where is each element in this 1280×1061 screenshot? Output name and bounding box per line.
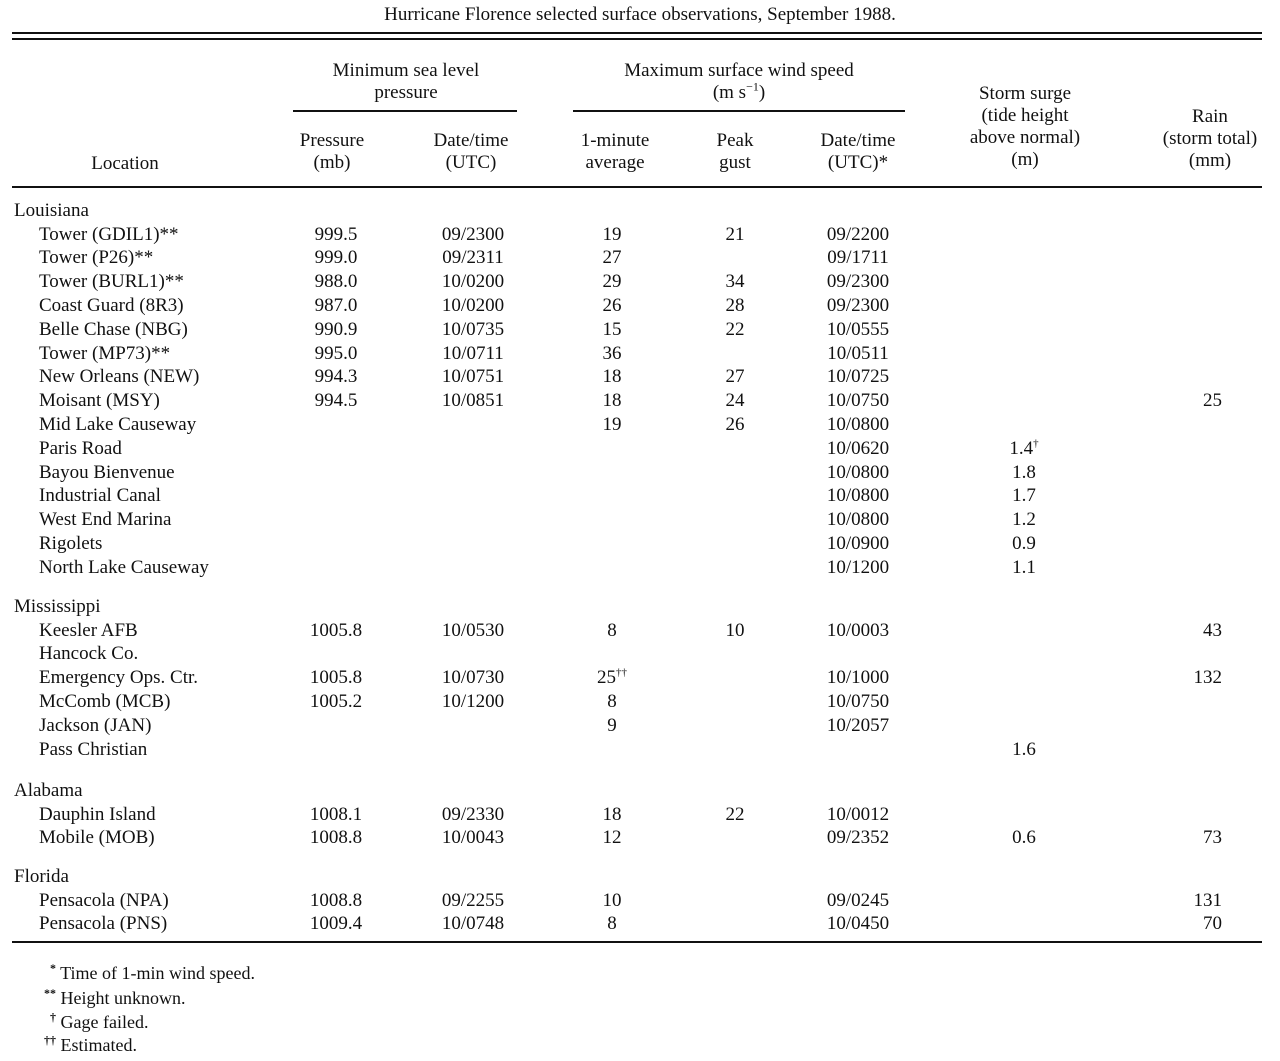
surge-cell [1012,533,1036,555]
pt-cell [442,804,504,826]
surge-cell [1009,438,1038,460]
pt-cell [442,224,504,246]
p-cell [315,319,358,341]
footnote [50,962,255,984]
p-value: 995.0 [314,343,358,364]
p-cell [315,271,358,293]
rain-cell [1194,890,1223,912]
wt-value: 10/0800 [826,485,890,506]
pt-value: 09/2311 [442,247,504,268]
wt-cell [827,438,889,460]
gust-cell [726,224,745,246]
gust-cell [726,295,745,317]
footnote-mark: †† [44,1033,56,1047]
gust-cell [726,620,745,642]
footnote [50,1011,148,1033]
wt-cell [827,343,889,365]
header-rain: Rain (storm total) (mm) [1162,106,1258,171]
wt-value: 09/0245 [826,890,890,911]
p-value: 994.3 [314,366,358,387]
p-cell [310,691,362,713]
table-caption: Hurricane Florence selected surface observations, September 1988. [384,4,896,25]
wt-value: 09/2300 [826,295,890,316]
rain-cell [1203,913,1222,935]
location-cell: Belle Chase (NBG) [39,319,188,340]
rain-cell [1194,667,1223,689]
location-cell: Tower (GDIL1)** [39,224,179,245]
wt-value: 09/2300 [826,271,890,292]
wt-cell [827,715,889,737]
wt-cell [827,557,889,579]
p-value: 990.9 [314,319,358,340]
p-value: 1008.1 [309,804,363,825]
wt-value: 10/0725 [826,366,890,387]
footnote-text: Gage failed. [56,1012,149,1032]
header-pressure-group: Minimum sea level pressure [332,60,480,103]
wt-value: 10/0511 [827,343,889,364]
wt-value: 10/0012 [826,804,890,825]
wt-cell [827,319,889,341]
wt-value: 10/0800 [826,414,890,435]
location-cell: Jackson (JAN) [39,715,152,736]
gust-value: 34 [725,271,745,292]
pt-value: 10/0711 [442,343,504,364]
state-heading: Louisiana [14,200,89,221]
wt-cell [827,620,889,642]
surge-cell [1012,739,1036,761]
pt-cell [442,366,504,388]
avg-cell [603,890,622,912]
location-cell: Coast Guard (8R3) [39,295,184,316]
p-cell [310,890,362,912]
avg-cell [603,319,622,341]
p-cell [310,804,362,826]
pt-value: 10/0851 [441,390,505,411]
pt-value: 10/0530 [441,620,505,641]
location-cell: McComb (MCB) [39,691,171,712]
wt-cell [827,827,889,849]
location-cell: Tower (MP73)** [39,343,171,364]
wt-value: 10/2057 [826,715,890,736]
rain-value: 25 [1203,390,1222,411]
pt-cell [442,247,504,269]
pt-value: 09/2330 [441,804,505,825]
pt-value: 10/0200 [441,271,505,292]
p-value: 994.5 [314,390,358,411]
pt-cell [442,827,504,849]
wt-value: 10/0750 [826,691,890,712]
rain-value: 70 [1203,913,1222,934]
gust-cell [726,390,745,412]
wt-value: 10/1000 [826,667,890,688]
gust-value: 22 [725,804,745,825]
pt-cell [442,319,504,341]
gust-value: 28 [725,295,745,316]
pt-value: 09/2255 [441,890,505,911]
footnote-mark: †† [616,666,627,679]
header-wind-time: Date/time (UTC)* [820,130,896,173]
gust-value: 10 [725,620,745,641]
p-cell [315,366,358,388]
gust-value: 27 [725,366,745,387]
p-value: 1008.8 [309,890,363,911]
pt-value: 10/1200 [441,691,505,712]
surge-cell [1012,462,1036,484]
pt-value: 10/0735 [441,319,505,340]
p-value: 999.0 [314,247,358,268]
gust-cell [726,366,745,388]
wt-cell [827,462,889,484]
pt-cell [442,691,504,713]
wt-cell [827,913,889,935]
surge-cell [1012,509,1036,531]
surge-value: 0.6 [1012,827,1036,848]
avg-value: 29 [602,271,622,292]
avg-value: 12 [602,827,622,848]
p-value: 987.0 [314,295,358,316]
wt-value: 10/0800 [826,509,890,530]
avg-cell [603,224,622,246]
state-heading: Alabama [14,780,83,801]
header-pressure-time: Date/time (UTC) [433,130,509,173]
footnote-mark: † [50,1010,56,1024]
wt-value: 10/0800 [826,462,890,483]
avg-cell [603,804,622,826]
location-cell: Bayou Bienvenue [39,462,175,483]
wt-value: 10/0620 [826,438,890,459]
p-cell [310,913,362,935]
avg-value: 9 [607,715,617,736]
pt-cell [442,667,504,689]
gust-value: 22 [725,319,745,340]
location-cell: Moisant (MSY) [39,390,160,411]
avg-cell [603,247,622,269]
avg-cell [607,620,617,642]
wt-value: 10/0750 [826,390,890,411]
rain-cell [1203,827,1222,849]
avg-cell [603,414,622,436]
state-heading: Mississippi [14,596,101,617]
avg-value: 19 [602,414,622,435]
avg-cell [607,913,617,935]
p-cell [310,620,362,642]
wt-cell [827,691,889,713]
wt-cell [827,890,889,912]
location-cell: Pass Christian [39,739,148,760]
p-cell [315,343,358,365]
avg-cell [597,667,627,689]
footnote-text: Height unknown. [56,988,186,1008]
avg-cell [603,390,622,412]
wt-value: 10/0450 [826,913,890,934]
location-cell: Paris Road [39,438,122,459]
pt-value: 10/0043 [441,827,505,848]
gust-cell [726,319,745,341]
header-wind-average: 1-minute average [580,130,650,173]
avg-value: 8 [607,620,617,641]
location-cell: Mobile (MOB) [39,827,155,848]
location-cell: Keesler AFB [39,620,138,641]
wt-cell [827,271,889,293]
avg-value: 18 [602,804,622,825]
footnote-mark: * [50,961,56,975]
wt-value: 09/1711 [827,247,889,268]
wt-cell [827,485,889,507]
surge-value: 1.2 [1012,509,1036,530]
gust-cell [726,804,745,826]
state-heading: Florida [14,866,69,887]
wt-cell [827,667,889,689]
avg-cell [603,295,622,317]
p-value: 1005.8 [309,620,363,641]
location-cell: Mid Lake Causeway [39,414,197,435]
avg-value: 8 [607,691,617,712]
location-cell: Dauphin Island [39,804,156,825]
header-location: Location [91,153,159,174]
avg-cell [603,827,622,849]
wt-value: 10/0900 [826,533,890,554]
gust-value: 24 [725,390,745,411]
location-cell: Tower (BURL1)** [39,271,184,292]
wt-value: 10/0003 [826,620,890,641]
avg-value: 36 [602,343,622,364]
header-storm-surge: Storm surge (tide height above normal) (m) [969,83,1081,170]
p-value: 1005.2 [309,691,363,712]
gust-cell [726,414,745,436]
footnote-mark: ** [44,986,56,1000]
footnote [44,987,186,1009]
rain-value: 43 [1203,620,1222,641]
surge-cell [1012,485,1036,507]
gust-value: 21 [725,224,745,245]
location-cell: West End Marina [39,509,172,530]
wt-cell [827,295,889,317]
avg-value: 18 [602,366,622,387]
wt-value: 10/0555 [826,319,890,340]
avg-cell [603,343,622,365]
wt-cell [827,224,889,246]
p-cell [315,224,358,246]
wt-value: 10/1200 [826,557,890,578]
avg-value: 18 [602,390,622,411]
pt-cell [442,890,504,912]
p-cell [315,295,358,317]
p-cell [310,667,362,689]
header-peak-gust: Peak gust [716,130,754,173]
p-cell [315,247,358,269]
avg-value: 15 [602,319,622,340]
footnote [44,1034,137,1056]
header-pressure: Pressure (mb) [299,130,365,173]
surge-value: 1.4 [1009,438,1034,459]
pt-cell [442,620,504,642]
avg-cell [607,715,617,737]
p-value: 1009.4 [309,913,363,934]
footnote-text: Estimated. [56,1035,137,1055]
surge-value: 1.7 [1012,485,1036,506]
avg-value: 10 [602,890,622,911]
avg-value: 8 [607,913,617,934]
pt-value: 10/0751 [441,366,505,387]
avg-cell [607,691,617,713]
gust-value: 26 [725,414,745,435]
surge-value: 1.8 [1012,462,1036,483]
pt-cell [442,913,504,935]
rain-value: 73 [1203,827,1222,848]
p-cell [315,390,358,412]
footnote-mark: † [1033,437,1039,450]
rain-cell [1203,390,1222,412]
pt-cell [442,390,504,412]
header-wind-group: Maximum surface wind speed (m $s^{-1}$) [624,60,854,103]
location-cell: New Orleans (NEW) [39,366,200,387]
bottom-rule [12,941,1262,943]
surge-cell [1012,557,1036,579]
avg-value: 25 [597,667,616,688]
location-cell: Pensacola (PNS) [39,913,168,934]
location-cell: Rigolets [39,533,103,554]
gust-cell [726,271,745,293]
p-cell [310,827,362,849]
avg-cell [603,271,622,293]
footnote-text: Time of 1-min wind speed. [56,963,256,983]
surge-value: 1.6 [1012,739,1036,760]
location-cell: Tower (P26)** [39,247,154,268]
pt-value: 10/0730 [441,667,505,688]
p-value: 988.0 [314,271,358,292]
pt-cell [442,343,504,365]
wt-cell [827,247,889,269]
rain-value: 131 [1193,890,1222,911]
surge-value: 0.9 [1012,533,1036,554]
avg-value: 26 [602,295,622,316]
surge-cell [1012,827,1036,849]
location-cell: Emergency Ops. Ctr. [39,667,199,688]
wt-cell [827,509,889,531]
pt-value: 10/0748 [441,913,505,934]
avg-cell [603,366,622,388]
surge-value: 1.1 [1012,557,1036,578]
wt-cell [827,390,889,412]
avg-value: 19 [602,224,622,245]
wt-cell [827,366,889,388]
wt-value: 09/2352 [826,827,890,848]
location-cell: Pensacola (NPA) [39,890,169,911]
rain-cell [1203,620,1222,642]
location-cell: North Lake Causeway [39,557,209,578]
pt-value: 09/2300 [441,224,505,245]
wt-cell [827,804,889,826]
pt-cell [442,271,504,293]
location-cell: Industrial Canal [39,485,161,506]
rain-value: 132 [1193,667,1222,688]
wt-cell [827,533,889,555]
p-value: 1008.8 [309,827,363,848]
pt-cell [442,295,504,317]
p-value: 1005.8 [309,667,363,688]
wt-value: 09/2200 [826,224,890,245]
pt-value: 10/0200 [441,295,505,316]
p-value: 999.5 [314,224,358,245]
location-cell: Hancock Co. [39,643,139,664]
avg-value: 27 [602,247,622,268]
wt-cell [827,414,889,436]
